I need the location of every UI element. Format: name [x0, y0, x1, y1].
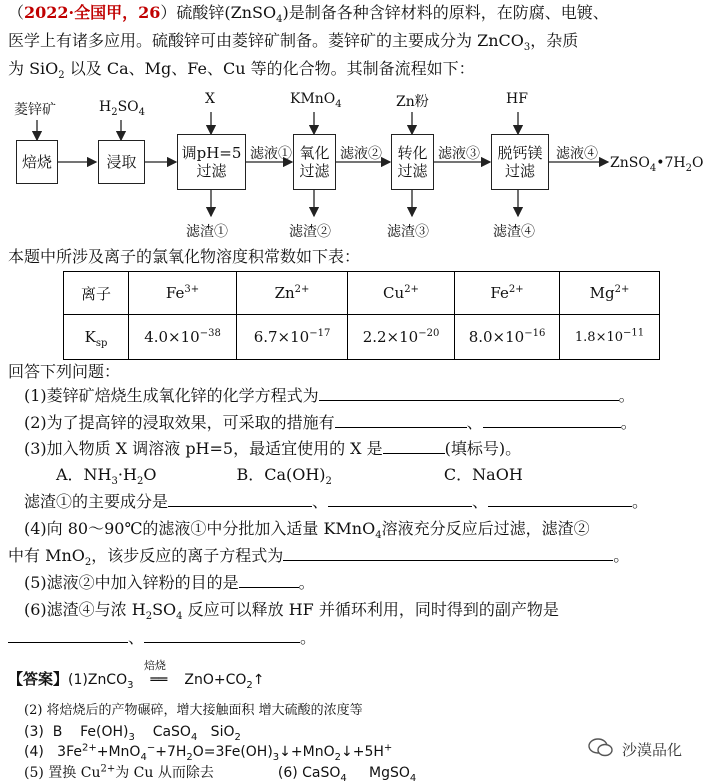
- table-header-cu2: $Cu^{2+}$: [348, 272, 455, 315]
- answer-line-5: [24, 762, 416, 784]
- answer-blank-2a[interactable]: [335, 413, 467, 428]
- question-source: 2022·全国甲，26: [24, 3, 161, 22]
- question-4b: 中有 MnO$_2$，该步反应的离子方程式为 。: [8, 546, 630, 569]
- table-cell-cu2: $2.2\times 10^{-20}$: [348, 315, 455, 360]
- box-adjust-ph-text: 调pH=5 过滤: [181, 144, 242, 180]
- question-1-text: (1)菱锌矿焙烧生成氧化锌的化学方程式为: [24, 386, 319, 405]
- wechat-icon-svg: [588, 737, 614, 759]
- answer-blank-1[interactable]: [319, 386, 619, 401]
- roasting-arrow: 焙烧 ══: [138, 669, 180, 691]
- table-cell-fe2: $8.0\times 10^{-16}$: [455, 315, 560, 360]
- table-cell-zn2: $6.7\times 10^{-17}$: [237, 315, 348, 360]
- answer-blank-6a[interactable]: [8, 628, 128, 643]
- option-a[interactable]: A．$NH_3\cdot H_2O$: [56, 465, 157, 488]
- residue-4: 滤渣④: [493, 224, 535, 240]
- answer-blank-6b[interactable]: [144, 628, 300, 643]
- input-x: X: [205, 91, 215, 107]
- box-decalcify-text: 脱钙镁 过滤: [497, 144, 543, 180]
- questions-lead: 回答下列问题：: [8, 362, 121, 381]
- wechat-icon: [588, 737, 614, 763]
- question-3b-text: 滤渣①的主要成分是: [24, 492, 169, 511]
- product-label: $ZnSO_4•7H_2O$: [610, 155, 703, 174]
- answer-blank-4[interactable]: [283, 546, 613, 561]
- ksp-table: [63, 271, 660, 360]
- table-intro: 本题中所涉及离子的氯氧化物溶度积常数如下表：: [8, 247, 361, 266]
- answer-label: 【答案】: [8, 670, 69, 688]
- box-decalcify: [491, 134, 549, 190]
- answer-blank-3b-3[interactable]: [488, 492, 632, 507]
- question-5: (5)滤液②中加入锌粉的目的是 。: [24, 573, 315, 592]
- question-4a: (4)向 80～90℃的滤液①中分批加入适量 KMnO$_4$溶液充分反应后过滤，滤渣②: [24, 519, 590, 542]
- filtrate-1: 滤液①: [250, 146, 292, 162]
- filtrate-3: 滤液③: [438, 146, 480, 162]
- answer-line-1: 【答案】(1)ZnCO$_3$ 焙烧 ══ $ZnO+CO_2↑$: [8, 668, 265, 691]
- answer-blank-2b[interactable]: [483, 413, 621, 428]
- answer-line-4: (4) $3Fe^{2+}+MnO_4^-+7H_2O=3Fe(OH)_3↓+MnO_2↓+5H^+$: [24, 742, 393, 763]
- watermark-text: 沙漠品化: [622, 741, 683, 759]
- question-3: [24, 438, 521, 460]
- question-3-options: [56, 464, 523, 486]
- box-oxidation: [293, 134, 336, 190]
- answer-line-3: (3) B $Fe(OH)_3$ CaSO$_4$ SiO$_2$: [24, 724, 241, 743]
- option-c[interactable]: C．NaOH: [443, 465, 523, 484]
- input-h2so4: $H_2SO_4$: [99, 99, 146, 118]
- question-6: (6)滤渣④与浓 $H_2SO_4$ 反应可以释放 HF 并循环利用，同时得到的副产物是: [24, 600, 559, 623]
- answer-blank-5[interactable]: [239, 573, 299, 588]
- box-oxidation-text: 氧化 过滤: [299, 144, 330, 180]
- table-ksp-row: [64, 315, 660, 360]
- table-header-fe3: $Fe^{3+}$: [129, 272, 237, 315]
- answer-line-2: (2) 将焙烧后的产物碾碎，增大接触面积 增大硫酸的浓度等: [24, 703, 363, 718]
- residue-1: 滤渣①: [186, 224, 228, 240]
- box-leaching: 浸取: [98, 140, 145, 184]
- table-cell-fe3: $4.0\times 10^{-38}$: [129, 315, 237, 360]
- residue-3: 滤渣③: [387, 224, 429, 240]
- roasting-condition: 焙烧: [143, 659, 166, 672]
- filtrate-4: 滤液④: [556, 146, 598, 162]
- flowchart-arrows: [0, 0, 702, 250]
- table-header-mg2: $Mg^{2+}$: [560, 272, 660, 315]
- input-kmno4: KMnO$_4$: [290, 91, 342, 110]
- residue-2: 滤渣②: [289, 224, 331, 240]
- intro-line-3: 为 SiO$_2$ 以及 Ca、Mg、Fe、Cu 等的化合物。其制备流程如下：: [8, 59, 475, 82]
- box-roasting: 焙烧: [16, 140, 58, 184]
- question-2-text: (2)为了提高锌的浸取效果，可采取的措施有: [24, 413, 335, 432]
- input-hf: HF: [506, 91, 528, 107]
- question-3b: 滤渣①的主要成分是 、 、 。: [24, 492, 649, 511]
- table-cell-mg2: $1.8\times 10^{-11}$: [560, 315, 660, 360]
- question-1: (1)菱锌矿焙烧生成氧化锌的化学方程式为 。: [24, 386, 635, 405]
- input-ore: 菱锌矿: [14, 102, 56, 118]
- intro-line-1: （2022·全国甲，26）硫酸锌(ZnSO$_4$)是制备各种含锌材料的原料，在防腐、电镀、: [8, 3, 609, 26]
- filtrate-2: 滤液②: [340, 146, 382, 162]
- box-conversion: [391, 134, 434, 190]
- table-header-ion: 离子: [64, 272, 129, 315]
- box-conversion-text: 转化 过滤: [397, 144, 428, 180]
- option-b[interactable]: B．$Ca(OH)_2$: [236, 465, 332, 488]
- question-2: (2)为了提高锌的浸取效果，可采取的措施有 、 。: [24, 413, 637, 432]
- input-zn-powder: Zn粉: [396, 94, 429, 110]
- box-adjust-ph: [177, 134, 246, 190]
- table-header-fe2: $Fe^{2+}$: [455, 272, 560, 315]
- question-5-text: (5)滤液②中加入锌粉的目的是: [24, 573, 239, 592]
- answer-blank-3[interactable]: [383, 439, 445, 454]
- answer-6: (6) CaSO$_4$ MgSO$_4$: [277, 765, 417, 784]
- intro-line-2: 医学上有诸多应用。硫酸锌可由菱锌矿制备。菱锌矿的主要成分为 ZnCO$_3$，杂质: [8, 31, 579, 54]
- answer-blank-3b-2[interactable]: [328, 492, 472, 507]
- question-3-text: (3)加入物质 X 调溶液 pH=5，最适宜使用的 X 是: [24, 439, 383, 458]
- answer-blank-3b-1[interactable]: [168, 492, 312, 507]
- table-header-row: [64, 272, 660, 315]
- table-cell-ksp: $K_{sp}$: [64, 315, 129, 360]
- question-3-tail: (填标号)。: [444, 439, 522, 458]
- table-header-zn2: $Zn^{2+}$: [237, 272, 348, 315]
- answer-5: (5) 置换 $Cu^{2+}$为 Cu 从而除去: [24, 763, 214, 781]
- question-6-blanks: 、 。: [8, 627, 316, 649]
